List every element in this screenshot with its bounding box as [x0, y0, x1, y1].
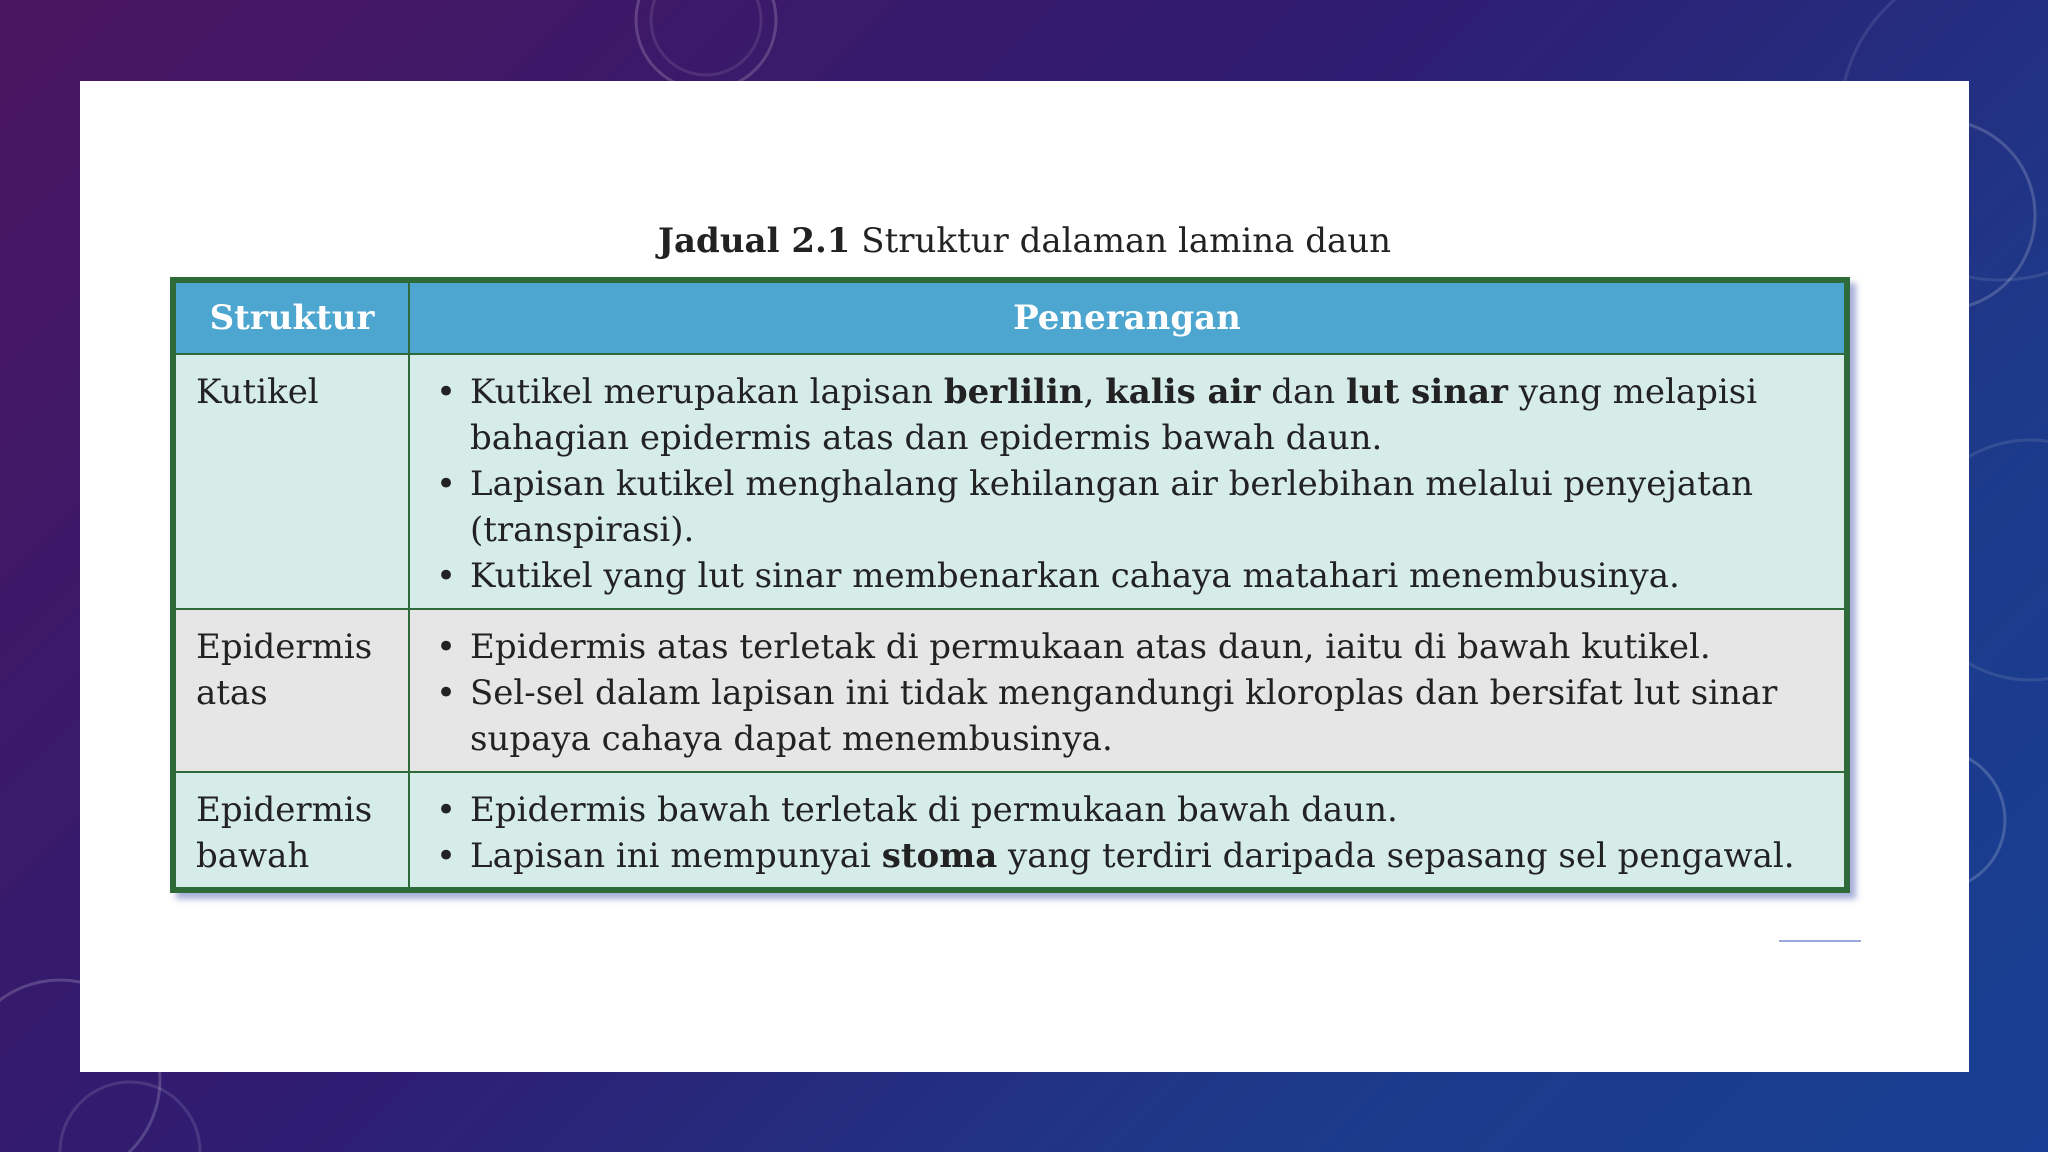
list-item: • Epidermis bawah terletak di permukaan bawah daun. — [430, 787, 1824, 833]
structure-cell: Epidermis bawah — [176, 772, 409, 887]
table-row — [176, 772, 1844, 887]
slide-card — [80, 81, 1969, 1072]
list-item: • Lapisan ini mempunyai stoma yang terdiri daripada sepasang sel pengawal. — [430, 833, 1824, 879]
table-header-row — [176, 283, 1844, 354]
description-cell — [409, 609, 1844, 772]
list-item: • Epidermis atas terletak di permukaan atas daun, iaitu di bawah kutikel. — [430, 624, 1824, 670]
structure-cell: Kutikel — [176, 354, 409, 609]
table-caption — [80, 221, 1969, 261]
structure-cell: Epidermis atas — [176, 609, 409, 772]
description-cell — [409, 354, 1844, 609]
structure-table — [170, 277, 1850, 893]
list-item: • Kutikel merupakan lapisan berlilin, kalis air dan lut sinar yang melapisi bahagian epidermis atas dan epidermis bawah daun. — [430, 369, 1824, 461]
list-item: • Kutikel yang lut sinar membenarkan cahaya matahari menembusinya. — [430, 553, 1824, 599]
caption-title: Struktur dalaman lamina daun — [861, 221, 1392, 261]
table-row — [176, 354, 1844, 609]
header-penerangan: Penerangan — [409, 283, 1844, 354]
bullet-list — [430, 787, 1824, 879]
list-item: • Lapisan kutikel menghalang kehilangan air berlebihan melalui penyejatan (transpirasi). — [430, 461, 1824, 553]
header-struktur: Struktur — [176, 283, 409, 354]
footer-divider — [1779, 940, 1861, 942]
caption-number: Jadual 2.1 — [657, 221, 851, 261]
bullet-list — [430, 369, 1824, 599]
list-item: • Sel-sel dalam lapisan ini tidak mengandungi kloroplas dan bersifat lut sinar supaya cahaya dapat menembusinya. — [430, 670, 1824, 762]
description-cell — [409, 772, 1844, 887]
bullet-list — [430, 624, 1824, 762]
table-row — [176, 609, 1844, 772]
